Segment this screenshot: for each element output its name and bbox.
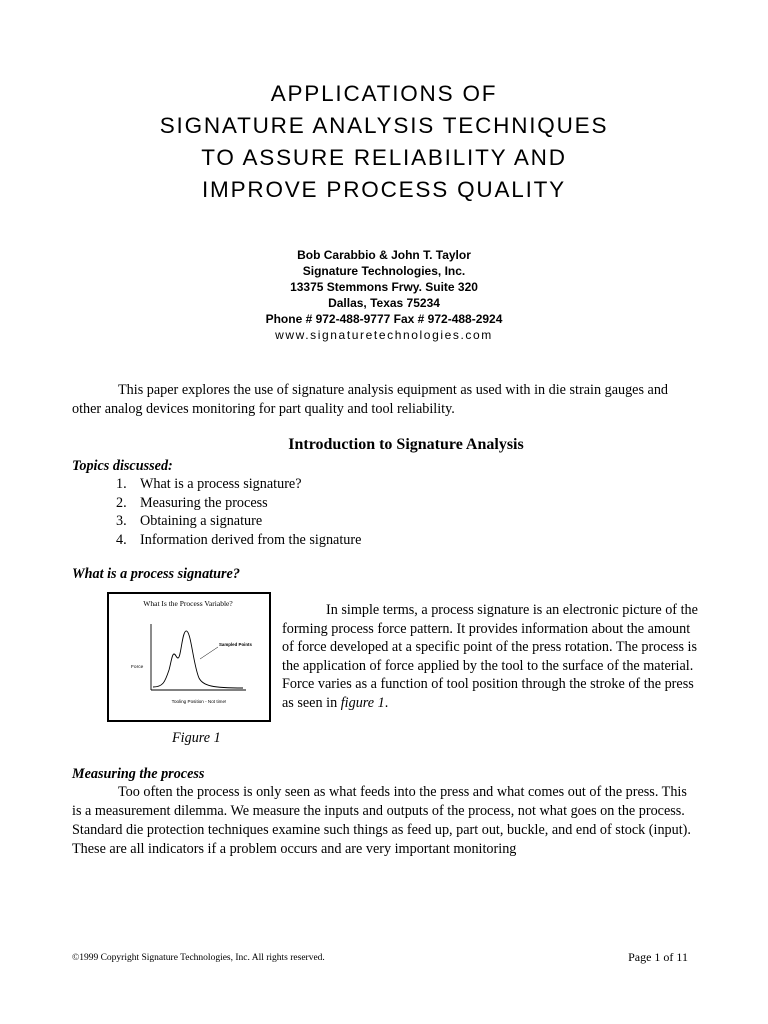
title-line: TO ASSURE RELIABILITY AND <box>201 145 567 170</box>
abstract <box>72 381 697 419</box>
sampled-points-label: Sampled Points <box>219 642 252 647</box>
figure-1 <box>107 592 271 722</box>
author-phone-fax: Phone # 972-488-9777 Fax # 972-488-2924 <box>265 312 503 326</box>
list-number: 1. <box>116 476 127 492</box>
list-text: What is a process signature? <box>140 476 302 492</box>
author-block <box>0 247 768 343</box>
y-axis-label: Force <box>131 665 144 670</box>
list-item <box>116 475 361 494</box>
footer-copyright: ©1999 Copyright Signature Technologies, Inc. All rights reserved. <box>72 953 325 963</box>
author-city: Dallas, Texas 75234 <box>328 296 440 310</box>
list-item <box>116 494 361 513</box>
title-line: SIGNATURE ANALYSIS TECHNIQUES <box>159 113 609 138</box>
document-title <box>0 78 768 206</box>
author-street: 13375 Stemmons Frwy. Suite 320 <box>290 280 478 294</box>
topics-label: Topics discussed: <box>72 458 173 474</box>
list-item <box>116 512 361 531</box>
abstract-text: This paper explores the use of signature analysis equipment as used with in die strain gauges and other analog devices monitoring for part quality and tool reliability. <box>72 382 669 417</box>
figure-1-graph <box>109 594 269 720</box>
subheading-measuring: Measuring the process <box>72 766 205 782</box>
footer-page-number: Page 1 of 11 <box>628 950 688 964</box>
list-number: 4. <box>116 531 127 548</box>
author-names: Bob Carabbio & John T. Taylor <box>297 248 471 262</box>
list-text: Obtaining a signature <box>140 513 263 529</box>
annotation-leader <box>200 647 218 659</box>
paragraph-end: . <box>384 694 389 711</box>
subheading-process-signature: What is a process signature? <box>72 566 240 582</box>
signature-curve <box>153 631 243 688</box>
list-number: 3. <box>116 513 127 529</box>
author-website: www.signaturetechnologies.com <box>275 328 493 342</box>
list-text: Measuring the process <box>140 494 268 511</box>
figure-title: What Is the Process Variable? <box>143 599 233 608</box>
process-signature-text <box>282 601 702 712</box>
section-heading-intro: Introduction to Signature Analysis <box>288 436 524 453</box>
x-axis-label: Tooling Position - Not time! <box>171 699 227 704</box>
paragraph-text: In simple terms, a process signature is an electronic picture of the forming process force pattern. It provides information about the amount of force developed at a specific point of the press rotation. The process is the application of force applied by the tool to the surface of the material. Force varies as a function of tool position through the stroke of the press as seen in <box>282 602 698 711</box>
figure-reference: figure 1 <box>340 694 385 711</box>
topics-list <box>116 475 361 549</box>
author-company: Signature Technologies, Inc. <box>302 264 466 278</box>
list-item <box>116 531 361 550</box>
measuring-text <box>72 783 697 859</box>
paragraph <box>282 601 702 712</box>
list-text: Information derived from the signature <box>140 531 362 548</box>
figure-caption: Figure 1 <box>172 730 221 746</box>
paragraph: Too often the process is only seen as what feeds into the press and what comes out of the press. This is a measurement dilemma. We measure the inputs and outputs of the process, not what goes on the process. Standard die protection techniques examine such things as feed up, part out, buckle, and end of stock (input). These are all indicators if a problem occurs and are very important monitoring <box>72 784 691 857</box>
title-line: IMPROVE PROCESS QUALITY <box>202 177 566 202</box>
title-line: APPLICATIONS OF <box>270 81 498 106</box>
list-number: 2. <box>116 494 127 511</box>
